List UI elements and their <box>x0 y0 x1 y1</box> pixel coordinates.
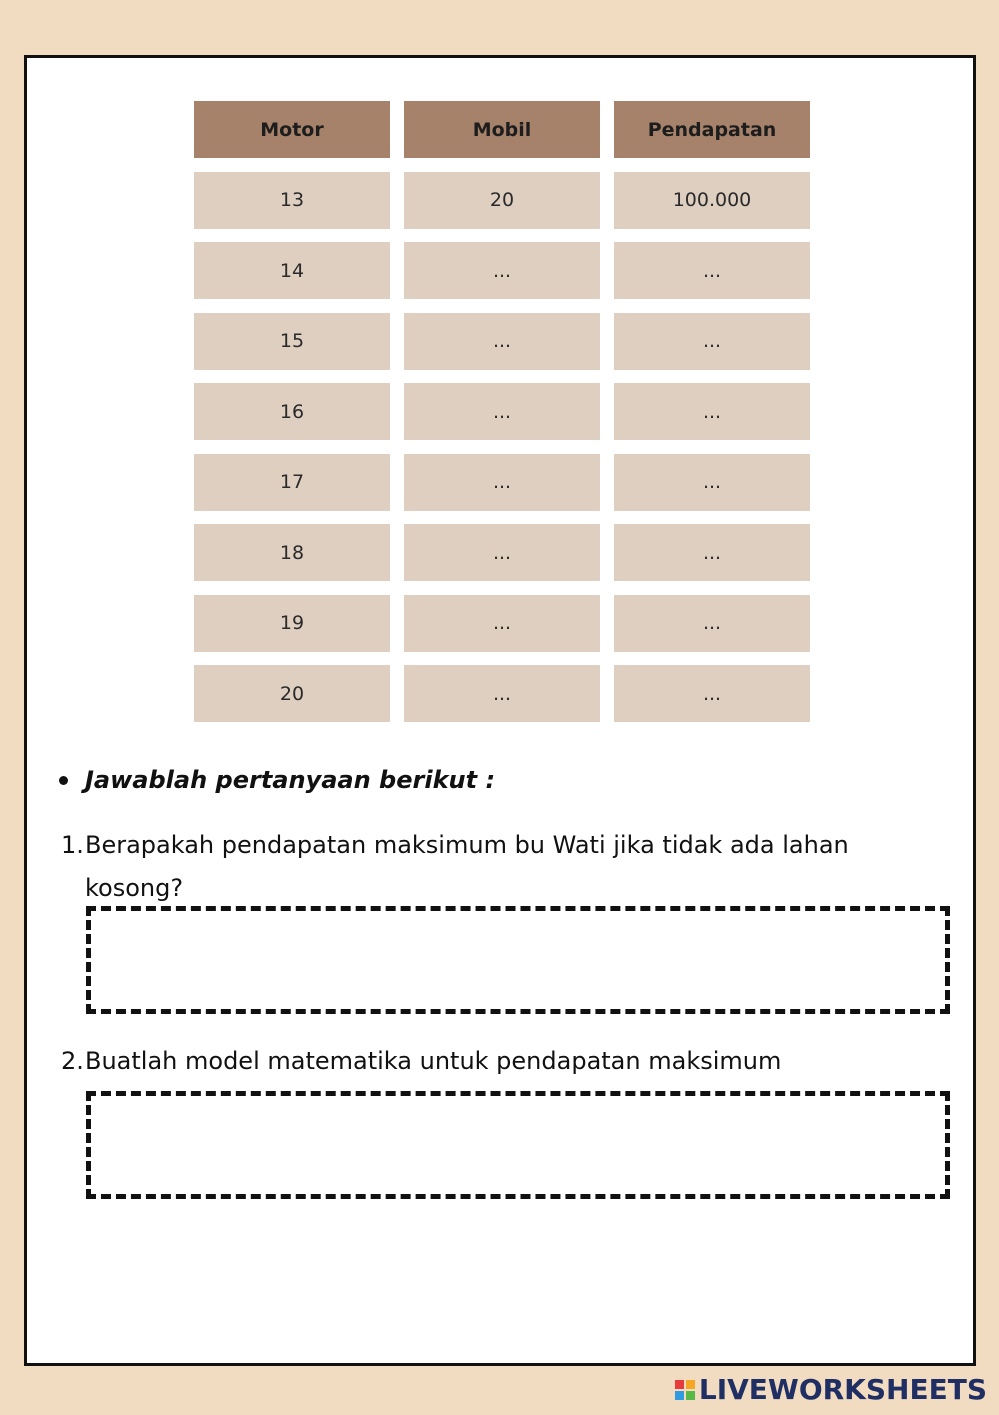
cell-mobil: 20 <box>404 172 600 229</box>
table-row <box>194 454 810 511</box>
cell-pendapatan[interactable]: ... <box>614 454 810 511</box>
header-motor: Motor <box>194 101 390 158</box>
table-row <box>194 665 810 722</box>
liveworksheets-brand[interactable] <box>675 1373 987 1406</box>
cell-motor: 13 <box>194 172 390 229</box>
bullet-icon <box>59 776 68 785</box>
cell-mobil[interactable]: ... <box>404 454 600 511</box>
cell-motor: 16 <box>194 383 390 440</box>
answer-box-2[interactable] <box>86 1091 950 1199</box>
question-text-line2: kosong? <box>85 874 184 902</box>
liveworksheets-logo-icon <box>675 1380 695 1400</box>
cell-mobil[interactable]: ... <box>404 524 600 581</box>
cell-motor: 18 <box>194 524 390 581</box>
question-1 <box>61 824 941 910</box>
header-mobil: Mobil <box>404 101 600 158</box>
logo-square <box>686 1391 695 1400</box>
table-header-row <box>194 101 810 158</box>
instruction-text: Jawablah pertanyaan berikut : <box>85 766 496 794</box>
table-row <box>194 172 810 229</box>
cell-pendapatan[interactable]: ... <box>614 383 810 440</box>
header-pendapatan: Pendapatan <box>614 101 810 158</box>
question-2 <box>61 1040 941 1083</box>
logo-square <box>675 1391 684 1400</box>
cell-pendapatan[interactable]: ... <box>614 595 810 652</box>
table-row <box>194 595 810 652</box>
cell-mobil[interactable]: ... <box>404 595 600 652</box>
cell-pendapatan[interactable]: ... <box>614 313 810 370</box>
worksheet-page <box>24 55 976 1366</box>
instruction-heading <box>59 766 495 794</box>
cell-mobil[interactable]: ... <box>404 313 600 370</box>
table-row <box>194 242 810 299</box>
question-number: 2. <box>61 1047 84 1075</box>
cell-motor: 14 <box>194 242 390 299</box>
cell-mobil[interactable]: ... <box>404 665 600 722</box>
data-table <box>194 101 810 736</box>
table-row <box>194 524 810 581</box>
cell-pendapatan[interactable]: ... <box>614 242 810 299</box>
question-text: Buatlah model matematika untuk pendapatan maksimum <box>85 1047 782 1075</box>
table-row <box>194 313 810 370</box>
table-row <box>194 383 810 440</box>
cell-pendapatan[interactable]: ... <box>614 524 810 581</box>
question-number: 1. <box>61 831 84 859</box>
logo-square <box>686 1380 695 1389</box>
cell-pendapatan: 100.000 <box>614 172 810 229</box>
cell-pendapatan[interactable]: ... <box>614 665 810 722</box>
cell-motor: 19 <box>194 595 390 652</box>
cell-motor: 20 <box>194 665 390 722</box>
cell-motor: 15 <box>194 313 390 370</box>
question-text-line1: Berapakah pendapatan maksimum bu Wati jika tidak ada lahan <box>85 831 849 859</box>
logo-square <box>675 1380 684 1389</box>
brand-name: LIVEWORKSHEETS <box>698 1373 987 1406</box>
cell-motor: 17 <box>194 454 390 511</box>
answer-box-1[interactable] <box>86 906 950 1014</box>
cell-mobil[interactable]: ... <box>404 242 600 299</box>
cell-mobil[interactable]: ... <box>404 383 600 440</box>
